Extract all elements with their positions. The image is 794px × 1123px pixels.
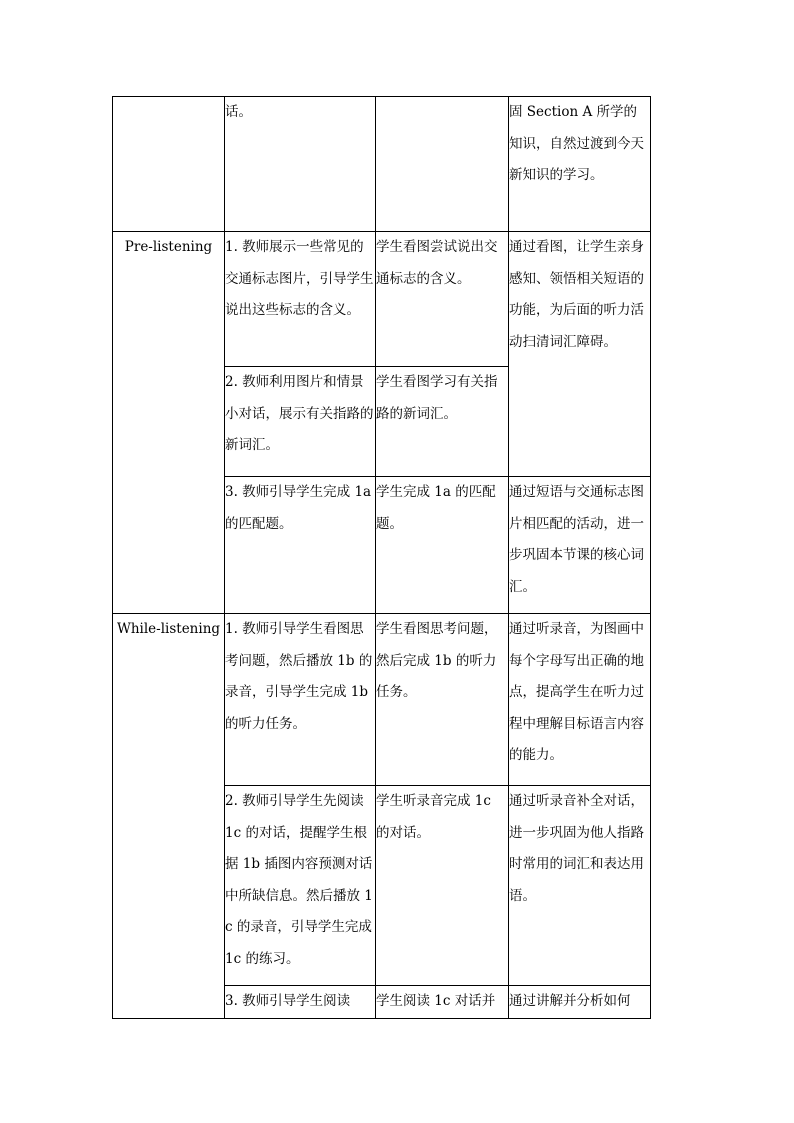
student-activity-text: 学生看图学习有关指路的新词汇。 [376, 374, 498, 422]
purpose-cell [509, 477, 651, 614]
purpose-cell [509, 786, 651, 986]
student-activity-cell [376, 232, 509, 367]
student-activity-cell [376, 786, 509, 986]
purpose-text: 通过短语与交通标志图片相匹配的活动，进一步巩固本节课的核心词汇。 [509, 484, 644, 595]
teacher-activity-text: 1. 教师引导学生看图思考问题，然后播放 1b 的录音，引导学生完成 1b 的听力任务。 [225, 621, 373, 732]
purpose-text: 通过听录音补全对话，进一步巩固为他人指路时常用的词汇和表达用语。 [509, 793, 644, 904]
student-activity-cell [376, 367, 509, 477]
student-activity-text: 学生完成 1a 的匹配题。 [376, 484, 496, 532]
table-row [113, 97, 651, 232]
purpose-text: 通过讲解并分析如何 [509, 993, 631, 1009]
teacher-activity-cell [225, 232, 376, 367]
lesson-plan-table [112, 96, 651, 1019]
purpose-text: 通过听录音，为图画中每个字母写出正确的地点，提高学生在听力过程中理解目标语言内容的能力。 [509, 621, 644, 763]
teacher-activity-cell [225, 614, 376, 786]
student-activity-cell [376, 477, 509, 614]
teacher-activity-cell [225, 97, 376, 232]
teacher-activity-cell [225, 786, 376, 986]
purpose-text: 通过看图，让学生亲身感知、领悟相关短语的功能，为后面的听力活动扫清词汇障碍。 [509, 239, 644, 350]
student-activity-text: 学生听录音完成 1c 的对话。 [376, 793, 491, 841]
teacher-activity-cell [225, 367, 376, 477]
purpose-cell [509, 614, 651, 786]
teacher-activity-text: 2. 教师引导学生先阅读 1c 的对话，提醒学生根据 1b 插图内容预测对话中所缺信息。然后播放 1c 的录音，引导学生完成 1c 的练习。 [225, 793, 373, 967]
stage-cell-empty [113, 97, 225, 232]
teacher-activity-cell [225, 477, 376, 614]
teacher-activity-cell [225, 986, 376, 1019]
teacher-activity-text: 话。 [225, 104, 252, 120]
student-activity-cell [376, 986, 509, 1019]
teacher-activity-text: 3. 教师引导学生阅读 [225, 993, 351, 1009]
student-activity-cell [376, 614, 509, 786]
teacher-activity-text: 2. 教师利用图片和情景小对话，展示有关指路的新词汇。 [225, 374, 374, 453]
table-row [113, 232, 651, 367]
student-activity-cell [376, 97, 509, 232]
student-activity-text: 学生阅读 1c 对话并 [376, 993, 496, 1009]
student-activity-text: 学生看图尝试说出交通标志的含义。 [376, 239, 498, 287]
table-row [113, 614, 651, 786]
teacher-activity-text: 1. 教师展示一些常见的交通标志图片，引导学生说出这些标志的含义。 [225, 239, 374, 318]
purpose-text: 固 Section A 所学的知识，自然过渡到今天新知识的学习。 [509, 104, 644, 183]
purpose-cell [509, 986, 651, 1019]
purpose-cell [509, 232, 651, 477]
purpose-cell [509, 97, 651, 232]
stage-label: Pre-listening [113, 232, 225, 614]
teacher-activity-text: 3. 教师引导学生完成 1a 的匹配题。 [225, 484, 372, 532]
stage-label: While-listening [113, 614, 225, 1019]
student-activity-text: 学生看图思考问题，然后完成 1b 的听力任务。 [376, 621, 498, 700]
